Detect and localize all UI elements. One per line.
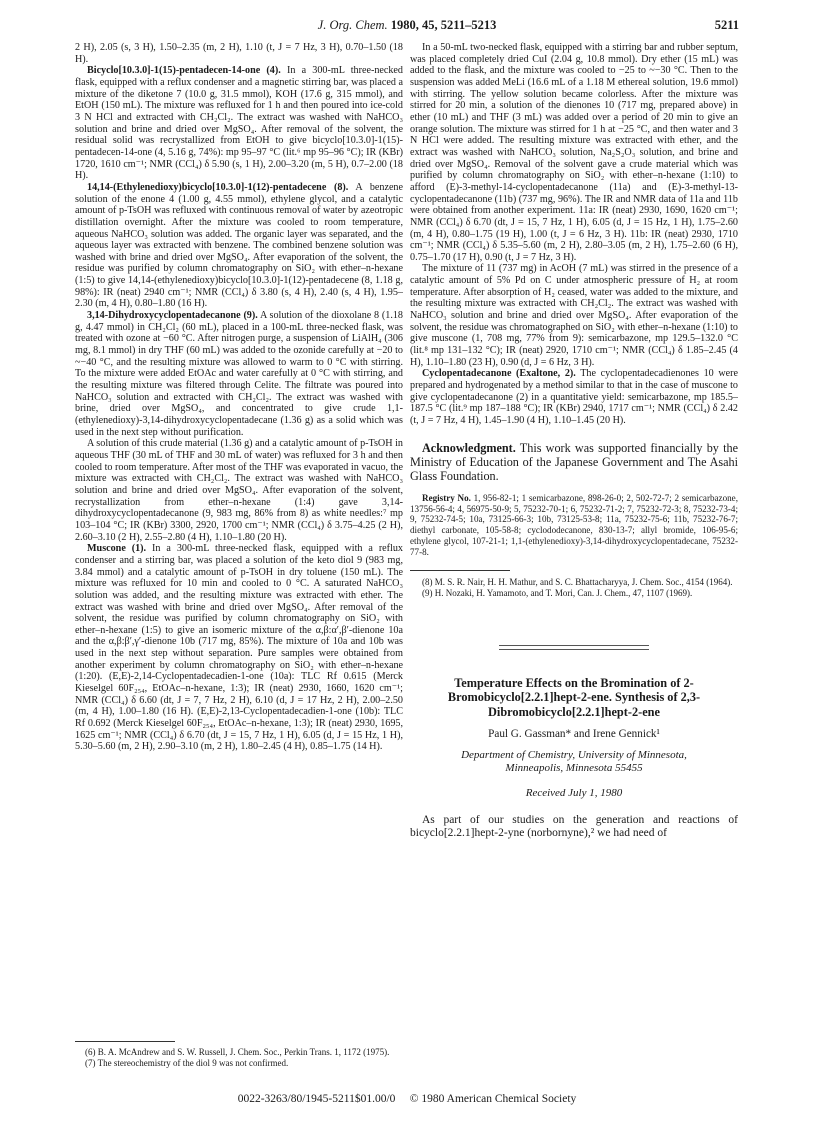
page-footer: [75, 1093, 739, 1105]
article-separator-lower: [499, 649, 649, 650]
journal-citation: [75, 18, 739, 33]
paragraph-text: A benzene solution of the enone 4 (1.00 g, 4.55 mmol), ethylene glycol, and a catalytic amount of p-TsOH was refluxed with continuous removal of water by azeotropic distillation overnight. After the mixture was cooled to room temperature, aqueous NaHCO₃ solution was added. The organic layer was separated, and the aqueous layer was extracted with benzene. The combined benzene solution was washed with brine and dried over MgSO₄. After evaporation of the solvent, the residue was purified by column chromatography on SiO₂ with ether–n-hexane (1:5) to give 14,14-(ethylenedioxy)bicyclo[10.3.0]-1(12)-pentadecene (8, 1.18 g, 98%): IR (neat) 2940 cm⁻¹; NMR (CCl₄) δ 3.80 (s, 4 H), 2.40 (s, 4 H), 1.95–2.30 (m, 4 H), 0.80–1.80 (16 H).: [75, 181, 403, 310]
paragraph: [75, 182, 403, 310]
paragraph: [75, 65, 403, 182]
paragraph: [410, 368, 738, 426]
paragraph-text: In a 300-mL three-necked flask, equipped with a reflux condenser and a magnetic stirring bar, was placed a mixture of the diketone 7 (10.0 g, 31.5 mmol), KOH (17.6 g, 315 mmol), and EtOH (150 mL). The mixture was refluxed for 1 h and then poured into ice-cold 3 N HCl and extracted with CH₂Cl₂. The extract was washed with NaHCO₃ solution and brine and dried over MgSO₄. After removal of the solvent, the residual solid was recrystallized from EtOH to give bicyclo[10.3.0]-1(15)-pentadecen-14-one (4, 5.16 g, 74%): mp 95–97 °C (lit.⁶ mp 95–96 °C); IR (KBr) 1720, 1610 cm⁻¹; NMR (CCl₄) δ 5.90 (s, 1 H), 2.00–3.20 (m, 5 H), 0.7–2.00 (18 H).: [75, 65, 403, 182]
paragraph-heading: Cyclopentadecanone (Exaltone, 2).: [422, 368, 576, 380]
article-code: 0022-3263/80/1945-5211$01.00/0: [237, 1093, 396, 1105]
journal-name: J. Org. Chem.: [317, 18, 388, 32]
paragraph: [75, 42, 403, 65]
acknowledgment-text: This work was supported financially by the Ministry of Education of the Japanese Government and The Asahi Glass Foundation.: [410, 440, 738, 483]
registry-text: 1, 956-82-1; 1 semicarbazone, 898-26-0; 2, 502-72-7; 2 semicarbazone, 13756-56-4; 4, 56975-50-9; 5, 75232-70-1; 6, 75232-71-2; 7, 75232-72-3; 8, 75232-73-4; 9, 75232-74-5; 10a, 73125-66-3; 10b, 73125-53-8; 11a, 75232-75-6; 11b, 75232-76-7; diethyl carbonate, 105-58-8; cyclododecanone, 830-13-7; allyl bromide, 106-95-6; ethylene glycol, 107-21-1; 1,1-(ethylenedioxy)-3,14-dihydroxycyclopentadecane, 75232-77-8.: [410, 492, 738, 558]
affiliation-line-2: Minneapolis, Minnesota 55455: [505, 761, 643, 774]
paragraph-heading: 14,14-(Ethylenedioxy)bicyclo[10.3.0]-1(12)-pentadecene (8).: [87, 181, 349, 193]
right-footnotes: [410, 577, 738, 599]
paragraph-heading: Muscone (1).: [87, 543, 147, 555]
registry-numbers: [410, 493, 738, 558]
left-column: [75, 42, 403, 753]
registry-heading: Registry No.: [422, 492, 471, 503]
footnote-6: (6) B. A. McAndrew and S. W. Russell, J. Chem. Soc., Perkin Trans. 1, 1172 (1975).: [85, 1047, 390, 1057]
footnote-7: (7) The stereochemistry of the diol 9 was not confirmed.: [85, 1057, 289, 1068]
footnote-rule: [75, 1041, 175, 1042]
copyright: © 1980 American Chemical Society: [409, 1093, 577, 1105]
footnote-rule-right: [410, 570, 510, 571]
paragraph-text: 2 H), 2.05 (s, 3 H), 1.50–2.35 (m, 2 H), 1.10 (t, J = 7 Hz, 3 H), 0.70–1.50 (18 H).: [75, 42, 403, 65]
right-column: [410, 42, 738, 840]
paragraph-text: In a 50-mL two-necked flask, equipped with a stirring bar and rubber septum, was placed completely dried CuI (2.04 g, 10.8 mmol). Dry ether (15 mL) was added to the flask, and the mixture was cooled to −25 to ~−30 °C. Then to the suspension was added MeLi (16.6 mL of a 1.18 M ethereal solution, 19.6 mmol) with stirring. The yellow solution became colorless. After the mixture was stirred for 20 min, a solution of the dienones 10 (717 mg, prepared above) in ether (10 mL) and THF (3 mL) was added over a period of 20 min to give an orange solution. The mixture was stirred for 1 h at −25 °C, and then water and 3 N HCl were added. The resulting mixture was extracted with ether, and the extract was washed with NaHCO₃ solution, Na₂S₂O₃ solution, and brine and dried over MgSO₄. Removal of the solvent gave a crude material which was purified by column chromatography on SiO₂ with ether–n-hexane (1:10) to afford (E)-3-methyl-14-cyclopentadecanone (11a) and (E)-3-methyl-13-cyclopentadecanone (11b) (737 mg, 96%). The IR and NMR data of 11a and 11b were obtained from another experiment. 11a: IR (neat) 2930, 1690, 1620 cm⁻¹; NMR (CCl₄) δ 6.70 (dt, J = 15, 7 Hz, 1 H), 6.05 (d, J = 15 Hz, 1 H), 1.75–2.60 (m, 4 H), 0.80–1.75 (19 H), 1.00 (t, J = 6 Hz, 3 H). 11b: IR (neat) 2930, 1710 cm⁻¹; NMR (CCl₄) δ 5.35–5.60 (m, 2 H), 2.80–3.05 (m, 2 H), 1.75–2.60 (6 H), 0.75–1.70 (17 H), 0.90 (t, J = 7 Hz, 3 H).: [410, 42, 738, 263]
left-footnotes: [75, 1041, 403, 1069]
next-article-affiliation: [410, 749, 738, 775]
paragraph-text: A solution of the dioxolane 8 (1.18 g, 4.47 mmol) in CH₂Cl₂ (60 mL), placed in a 100-mL three-necked flask, was treated with ozone at −60 °C. After nitrogen purge, a suspension of LiAlH₄ (306 mg, 8.1 mmol) in dry THF (60 mL) was added to the ozonide carefully at −20 to ~−40 °C, and the resulting mixture was allowed to warm to 0 °C with stirring. To the mixture were added EtOAc and water carefully at 0 °C with stirring, and the resulting mixture was filtered through Celite. The filtrate was poured into NaHCO₃ solution and extracted with CH₂Cl₂. The extract was washed with brine, dried over MgSO₄, and concentrated to give crude 1,1-(ethylenedioxy)-3,14-dihydroxycyclopentadecane (1.36 g) as a solid which was used in the next step without purification.: [75, 310, 403, 438]
acknowledgment: [410, 441, 738, 483]
paragraph-text: The cyclopentadecadienones 10 were prepared and hydrogenated by a method similar to that in the case of muscone to give cyclopentadecanone (2) in a quantitative yield: semicarbazone, mp 185.5–187.5 °C (lit.⁹ mp 187–188 °C); IR (KBr) 2940, 1717 cm⁻¹; NMR (CCl₄) δ 2.42 (t, J = 7 Hz, 4 H), 1.45–1.90 (4 H), 1.10–1.45 (20 H).: [410, 368, 738, 426]
paragraph: [410, 263, 738, 368]
next-article-authors: Paul G. Gassman* and Irene Gennick¹: [488, 728, 660, 741]
paragraph: [410, 42, 738, 263]
paragraph: [75, 543, 403, 753]
right-experimental-text: [410, 42, 738, 427]
page-header: [75, 18, 739, 34]
paragraph-text: A solution of this crude material (1.36 g) and a catalytic amount of p-TsOH in aqueous THF (30 mL of THF and 30 mL of water) was refluxed for 3 h and then cooled to room temperature. After most of the THF was evaporated in vacuo, the mixture was extracted with CH₂Cl₂. The extract was washed with NaHCO₃ solution and brine and dried over MgSO₄. After evaporation of the solvent, recrystallization from ether–n-hexane (1:4) gave 3,14-dihydroxycyclopentadecanone (9, 983 mg, 86% from 8) as white needles:⁷ mp 103–104 °C; IR (KBr) 3300, 2920, 1700 cm⁻¹; NMR (CCl₄) δ 3.75–4.25 (2 H), 2.60–3.10 (2 H), 2.55–2.80 (4 H), 1.10–1.80 (20 H).: [75, 438, 403, 543]
paragraph: [75, 438, 403, 543]
page-number: 5211: [714, 18, 739, 32]
paragraph-heading: 3,14-Dihydroxycyclopentadecanone (9).: [87, 310, 258, 322]
paragraph-text: The mixture of 11 (737 mg) in AcOH (7 mL) was stirred in the presence of a catalytic amount of 5% Pd on C under atmospheric pressure of H₂ at room temperature. After absorption of H₂ ceased, water was added to the mixture, and the resulting mixture was extracted with CH₂Cl₂. The extract was washed with NaHCO₃ solution and brine and dried over MgSO₄. After evaporation of the solvent, the residue was chromatographed on SiO₂ with ether–n-hexane (1:10) to give muscone (1, 708 mg, 77% from 9): semicarbazone, mp 129.5–132.0 °C (lit.⁸ mp 131–132 °C); IR (neat) 2920, 1710 cm⁻¹; NMR (CCl₄) δ 1.85–2.45 (4 H), 1.10–1.80 (23 H), 0.90 (d, J = 6 Hz, 3 H).: [410, 263, 738, 368]
paragraph-text: In a 300-mL three-necked flask, equipped with a reflux condenser and a stirring bar, was placed a solution of the keto diol 9 (983 mg, 3.84 mmol) and a catalytic amount of p-TsOH in dry toluene (150 mL). The mixture was refluxed for 10 min and cooled to 0 °C. A saturated NaHCO₃ solution was added, and the resulting mixture was extracted with ether. The extract was washed with brine and dried over MgSO₄. After removal of the solvent, the residue was purified by column chromatography on SiO₂ with ether–n-hexane (1:5) to give an isomeric mixture of the α,β:α′,β′-dienone 10a and the α,β:β′,γ′-dienone 10b (717 mg, 85%). The mixture of 10a and 10b was used in the next step without separation. Pure samples were obtained from another experiment by column chromatography on SiO₂ with ether–n-hexane (1:20). (E,E)-2,14-Cyclopentadecadien-1-one (10a): TLC Rf 0.615 (Merck Kieselgel 60F₂₅₄, EtOAc–n-hexane, 1:3); IR (neat) 2930, 1660, 1620 cm⁻¹; NMR (CCl₄) δ 6.60 (dt, J = 7, 7 Hz, 2 H), 6.10 (d, J = 17 Hz, 2 H), 2.00–2.50 (m, 4 H), 1.00–1.80 (16 H). (E,E)-2,13-Cyclopentadecadien-1-one (10b): TLC Rf 0.692 (Merck Kieselgel 60F₂₅₄, EtOAc–n-hexane, 1:3); IR (neat) 2930, 1695, 1625 cm⁻¹; NMR (CCl₄) δ 6.70 (dt, J = 15, 7 Hz, 1 H), 6.05 (d, J = 15 Hz, 1 H), 5.30–5.60 (m, 2 H), 2.90–3.10 (m, 2 H), 1.80–2.45 (4 H), 0.85–1.75 (14 H).: [75, 543, 403, 753]
next-article-title: Temperature Effects on the Bromination of 2-Bromobicyclo[2.2.1]hept-2-ene. Synthesis of 2,3-Dibromobicyclo[2.2.1]hept-2-ene: [447, 675, 701, 719]
affiliation-line-1: Department of Chemistry, University of Minnesota,: [461, 748, 687, 761]
paragraph-heading: Bicyclo[10.3.0]-1(15)-pentadecen-14-one (4).: [87, 65, 281, 77]
received-date: Received July 1, 1980: [525, 786, 623, 799]
journal-info: 1980, 45, 5211–5213: [390, 18, 497, 32]
next-article-intro: As part of our studies on the generation and reactions of bicyclo[2.2.1]hept-2-yne (norbornyne),² we had need of: [410, 813, 738, 839]
footnote-8: (8) M. S. R. Nair, H. H. Mathur, and S. C. Bhattacharyya, J. Chem. Soc., 4154 (1964).: [422, 577, 733, 588]
paragraph: [75, 310, 403, 438]
acknowledgment-heading: Acknowledgment.: [422, 440, 516, 455]
article-separator: [499, 645, 649, 646]
footnote-9: (9) H. Nozaki, H. Yamamoto, and T. Mori, Can. J. Chem., 47, 1107 (1969).: [422, 587, 693, 598]
